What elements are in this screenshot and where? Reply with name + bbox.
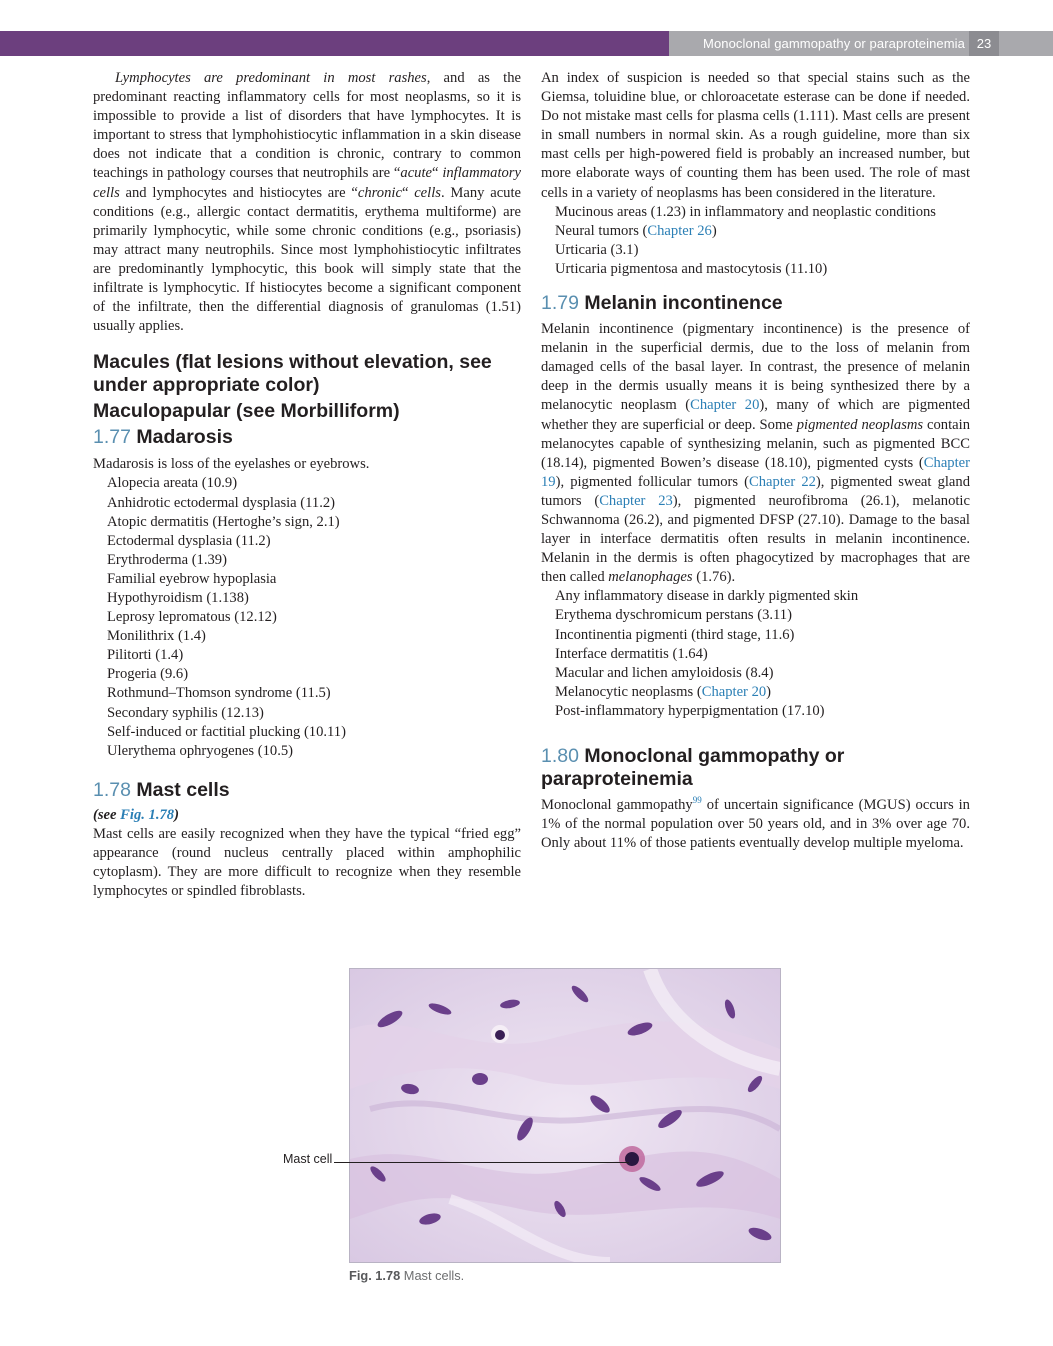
mgus-paragraph — [541, 796, 970, 853]
micrograph-figure — [349, 968, 781, 1263]
list-item: Ectodermal dysplasia (11.2) — [107, 532, 271, 549]
list-item: Monilithrix (1.4) — [107, 628, 206, 645]
list-item: Atopic dermatitis (Hertoghe’s sign, 2.1) — [107, 513, 340, 530]
list-item: Ulerythema ophryogenes (10.5) — [107, 742, 294, 759]
chapter-link[interactable]: Chapter 26 — [647, 222, 712, 239]
paragraph-text: ) — [174, 806, 179, 823]
section-heading-melanin — [541, 292, 970, 315]
emphasis-text: melanophages — [608, 569, 693, 586]
paragraph-text: (see — [93, 806, 121, 823]
paragraph-text: and lymphocytes and histiocytes are “ — [119, 184, 358, 201]
chapter-link[interactable]: Chapter 22 — [749, 473, 816, 490]
list-item: Alopecia areata (10.9) — [107, 475, 238, 492]
list-item-text: Neural tumors ( — [555, 222, 648, 239]
list-item: Pilitorti (1.4) — [107, 647, 184, 664]
paragraph-text: “ — [432, 165, 443, 182]
list-item: Self-induced or factitial plucking (10.11) — [107, 723, 346, 740]
melanin-list — [541, 587, 970, 682]
list-item: Erythroderma (1.39) — [107, 551, 227, 568]
chapter-link[interactable]: Chapter 19 — [541, 454, 970, 490]
section-number: 1.80 — [541, 745, 579, 767]
paragraph-text: , and as the predominant reacting inflammatory cells for most neoplasms, so it is impossible to provide a list of disorders that have lymphocytes. It is important to stress that lymphohistiocytic inflammation in a skin disease does not indicate that a condition is chronic, contrary to common teachings in pathology courses that neutrophils are “ — [93, 70, 522, 182]
paragraph-text: Melanin incontinence (pigmentary incontinence) is the presence of melanin in the superficial dermis, due to the loss of melanin from damaged cells of the basal layer. In contrast, the presence of melanin deep in the dermis usually means it is being synthesized there by a melanocytic neoplasm ( — [541, 321, 970, 414]
mast-cells-paragraph-cont: An index of suspicion is needed so that special stains such as the Giemsa, toluidine blue, or chloroacetate esterase can be done if needed. Do not mistake mast cells for plasma cells (1.111). Mast cells are present in small numbers in normal skin. As a rough guideline, more than six mast cells per high-powered field is probably an increased number, but more elaborate ways of counting them has been used. The role of mast cells in a variety of neoplasms has been considered in the literature. — [541, 70, 970, 201]
list-item-text: ) — [766, 683, 772, 700]
list-item: Familial eyebrow hypoplasia — [107, 570, 277, 587]
figure-annotation-label: Mast cell — [283, 1152, 333, 1166]
paragraph-text: ), many of which are pigmented whether they are superficial or deep. Some — [541, 397, 970, 433]
left-column — [93, 69, 521, 901]
chapter-link[interactable]: Chapter 20 — [701, 683, 767, 700]
list-item: Rothmund–Thomson syndrome (11.5) — [107, 685, 331, 702]
list-item: Any inflammatory disease in darkly pigmented skin — [555, 588, 859, 605]
running-title: Monoclonal gammopathy or paraproteinemia — [703, 36, 965, 51]
list-item: Secondary syphilis (12.13) — [107, 704, 264, 721]
section-title: Mast cells — [136, 778, 230, 801]
section-number: 1.79 — [541, 292, 579, 315]
chapter-link[interactable]: Chapter 23 — [599, 492, 673, 509]
list-item: Leprosy lepromatous (12.12) — [107, 609, 277, 626]
paragraph-text: Monoclonal gammopathy — [541, 797, 693, 813]
section-heading-mast-cells — [93, 779, 521, 802]
emphasis-text: cells — [414, 184, 441, 201]
page-number: 23 — [969, 31, 999, 56]
list-item: Anhidrotic ectodermal dysplasia (11.2) — [107, 494, 336, 511]
section-title: Melanin incontinence — [584, 292, 783, 315]
emphasis-text: Lymphocytes are predominant in most rashes — [115, 70, 427, 86]
list-item: Hypothyroidism (1.138) — [107, 589, 249, 606]
chapter-link[interactable]: Chapter 20 — [690, 397, 760, 414]
paragraph-text: of uncertain significance (MGUS) occurs in 1% of the normal population over 50 years old, and in 3% over age 70. Only about 11% of those patients eventually develop multiple myeloma. — [541, 797, 970, 852]
lymphocytes-paragraph — [93, 69, 521, 336]
figure-caption — [349, 1268, 464, 1283]
madarosis-list — [93, 474, 521, 760]
figure-link[interactable]: Fig. 1.78 — [120, 806, 175, 823]
paragraph-text: contain melanocytes capable of synthesizing melanin, such as pigmented BCC (18.14), pigmented Bowen’s disease (18.10), pigmented cysts ( — [541, 416, 970, 471]
melanin-paragraph — [541, 320, 970, 587]
list-item: Progeria (9.6) — [107, 666, 189, 683]
section-heading-mgus — [541, 745, 970, 791]
section-heading-madarosis — [93, 426, 521, 449]
histology-image — [350, 969, 780, 1262]
paragraph-text: ), pigmented sweat gland tumors ( — [541, 473, 970, 509]
list-item — [555, 683, 970, 702]
list-item: Urticaria pigmentosa and mastocytosis (11.10) — [555, 260, 828, 277]
list-item: Mucinous areas (1.23) in inflammatory and neoplastic conditions — [555, 203, 936, 220]
footnote-ref[interactable]: 99 — [692, 795, 702, 806]
paragraph-text: ), pigmented follicular tumors ( — [555, 473, 750, 490]
list-item: Post-inflammatory hyperpigmentation (17.10) — [555, 702, 825, 719]
list-item — [555, 222, 970, 241]
list-item: Urticaria (3.1) — [555, 241, 639, 258]
list-item: Erythema dyschromicum perstans (3.11) — [555, 607, 792, 624]
emphasis-text: inflammatory cells — [93, 165, 521, 201]
paragraph-text: ), pigmented neurofibroma (26.1), melanotic Schwannoma (26.2), and pigmented DFSP (27.10). Damage to the basal layer in interface dermatitis often results in melanin incontinence. Melanin in the dermis is often phagocytized by macrophages that are then called — [541, 492, 970, 586]
right-column — [541, 69, 970, 853]
see-figure-note — [93, 806, 521, 825]
emphasis-text: chronic — [357, 184, 402, 201]
heading-macules: Macules (flat lesions without elevation, see under appropriate color) — [93, 351, 492, 397]
caption-number: Fig. 1.78 — [349, 1268, 401, 1283]
mast-cells-paragraph: Mast cells are easily recognized when they have the typical “fried egg” appearance (round nucleus centrally placed within amphophilic cytoplasm). They are more difficult to recognize when they resemble lymphocytes or spindled fibroblasts. — [93, 825, 521, 900]
madarosis-intro: Madarosis is loss of the eyelashes or eyebrows. — [93, 456, 370, 473]
section-title: Madarosis — [136, 426, 233, 449]
list-item-text: Melanocytic neoplasms ( — [555, 683, 702, 700]
heading-maculopapular: Maculopapular (see Morbilliform) — [93, 400, 400, 423]
list-item-text: ) — [711, 222, 717, 239]
list-item: Interface dermatitis (1.64) — [555, 645, 708, 662]
mast-cells-list — [541, 203, 970, 279]
list-item: Incontinentia pigmenti (third stage, 11.6) — [555, 626, 795, 643]
list-item: Macular and lichen amyloidosis (8.4) — [555, 664, 774, 681]
mast-cell — [619, 1146, 645, 1172]
section-number: 1.77 — [93, 426, 131, 449]
melanin-list-tail — [541, 683, 970, 721]
paragraph-text: . Many acute conditions (e.g., allergic contact dermatitis, erythema multiforme) are primarily lymphocytic, while some chronic conditions (e.g., psoriasis) may attract many neutrophils. Since most lymphohistiocytic infiltrates are predominantly lymphocytic, this book will simply state that the infiltrate is lymphocytic. If histiocytes become a significant component of the infiltrate, then the differential diagnosis of granulomas (1.51) usually applies. — [93, 184, 521, 335]
emphasis-text: pigmented neoplasms — [796, 416, 924, 433]
section-number: 1.78 — [93, 778, 131, 801]
emphasis-text: acute — [400, 165, 432, 182]
paragraph-text: “ — [401, 184, 415, 201]
section-title: Monoclonal gammopathy or paraproteinemia — [541, 745, 845, 790]
caption-text: Mast cells. — [403, 1268, 465, 1283]
paragraph-text: (1.76). — [692, 569, 736, 586]
figure-pointer-line — [334, 1162, 629, 1163]
